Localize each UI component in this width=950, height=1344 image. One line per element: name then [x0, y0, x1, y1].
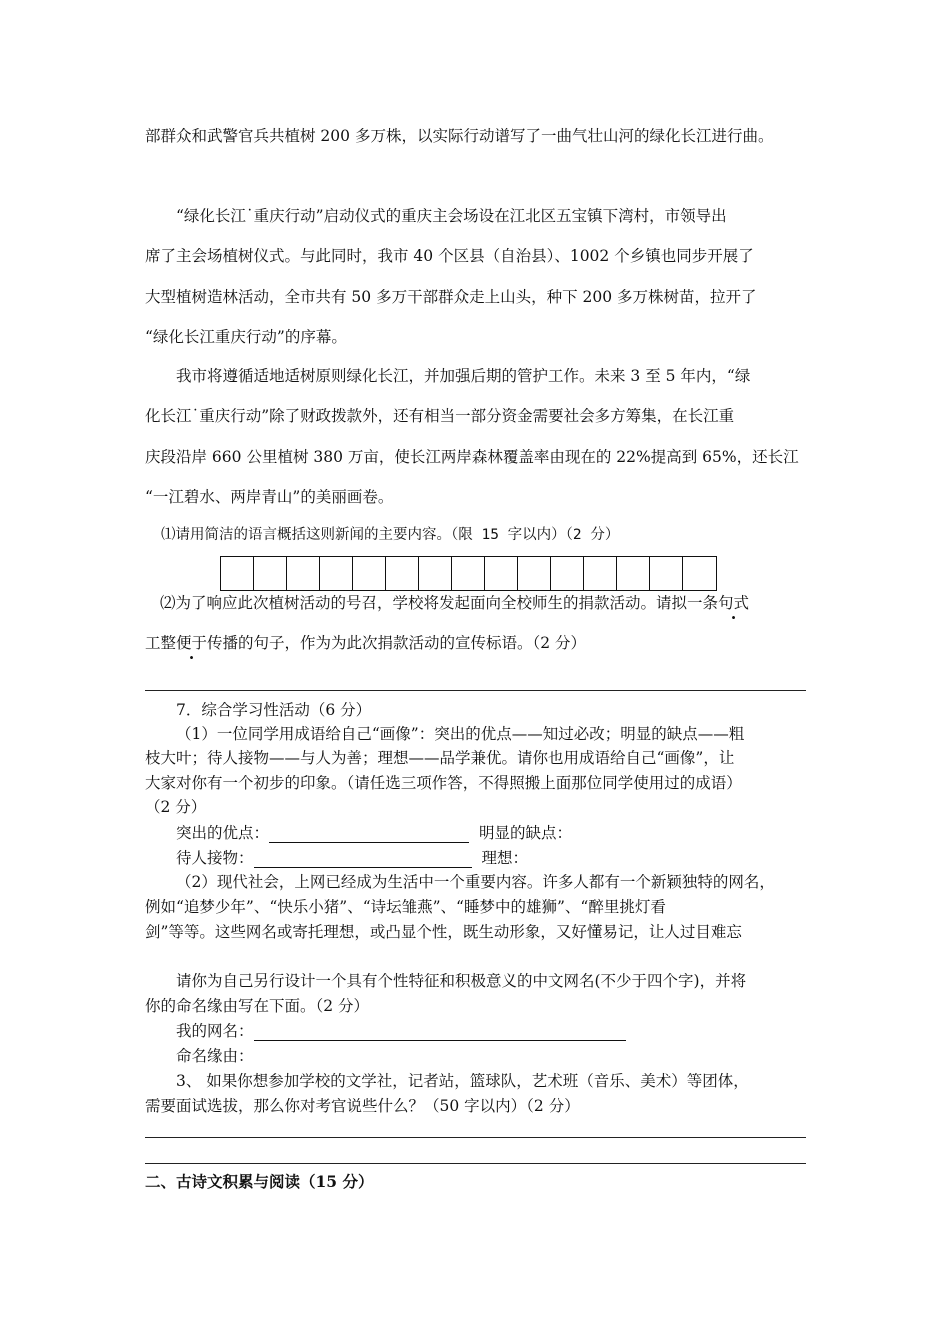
question-2-text: ⑵为了响应此次植树活动的号召，学校将发起面向全校师生的捐款活动。请拟一条 — [160, 594, 719, 612]
answer-line[interactable] — [145, 1163, 806, 1164]
news-p1-line4: “绿化长江重庆行动”的序幕。 — [145, 328, 347, 346]
answer-cell[interactable] — [518, 557, 551, 590]
answer-line[interactable] — [145, 1137, 806, 1138]
label-yuanyou: 命名缘由： — [176, 1047, 254, 1065]
s7-b-line4: 请你为自己另行设计一个具有个性特征和积极意义的中文网名(不少于四个字)，并将 — [176, 972, 747, 990]
s7-b-line2: 例如“追梦少年”、“快乐小猪”、“诗坛雏燕”、“睡梦中的雄狮”、“醉里挑灯看 — [145, 898, 666, 916]
answer-cell[interactable] — [485, 557, 518, 590]
wangming-blank[interactable] — [254, 1024, 626, 1041]
news-p1-line2: 席了主会场植树仪式。与此同时，我市 40 个区县（自治县）、1002 个乡镇也同步开展了 — [145, 247, 754, 265]
question-1: ⑴请用简洁的语言概括这则新闻的主要内容。（限 15 字以内）（2 分） — [161, 527, 620, 543]
answer-cell[interactable] — [683, 557, 716, 590]
answer-cell[interactable] — [221, 557, 254, 590]
s7-c-line1: 3、 如果你想参加学校的文学社，记者站，篮球队，艺术班（音乐、美术）等团体， — [176, 1072, 749, 1090]
field-wangming-row — [176, 1021, 626, 1041]
s7-b-line5: 你的命名缘由写在下面。（2 分） — [145, 997, 370, 1015]
label-youdian: 突出的优点： — [176, 824, 270, 842]
answer-grid[interactable] — [220, 556, 717, 591]
label-jiewu: 待人接物： — [176, 849, 254, 867]
answer-line[interactable] — [145, 690, 806, 691]
label-wangming: 我的网名： — [176, 1022, 254, 1040]
field-youdian-row — [176, 823, 572, 843]
emphasis-text: 句式 — [718, 594, 750, 612]
answer-cell[interactable] — [287, 557, 320, 590]
answer-cell[interactable] — [551, 557, 584, 590]
section-7-title: 7．综合学习性活动（6 分） — [176, 701, 372, 719]
answer-cell[interactable] — [584, 557, 617, 590]
answer-cell[interactable] — [254, 557, 287, 590]
s7-b-line3: 剑”等等。这些网名或寄托理想，或凸显个性，既生动形象，又好懂易记，让人过目难忘 — [145, 923, 742, 941]
s7-a-line1: （1）一位同学用成语给自己“画像”：突出的优点——知过必改；明显的缺点——粗 — [176, 725, 745, 743]
answer-cell[interactable] — [386, 557, 419, 590]
question-2-line1 — [160, 593, 749, 613]
s7-a-line3: 大家对你有一个初步的印象。（请任选三项作答，不得照搬上面那位同学使用过的成语） — [145, 774, 742, 792]
answer-cell[interactable] — [419, 557, 452, 590]
label-lixiang: 理想： — [481, 849, 529, 867]
news-p1-line1: “绿化长江˙重庆行动”启动仪式的重庆主会场设在江北区五宝镇下湾村，市领导出 — [176, 207, 727, 225]
answer-cell[interactable] — [452, 557, 485, 590]
news-paragraph-tail: 部群众和武警官兵共植树 200 多万株，以实际行动谱写了一曲气壮山河的绿化长江进行曲。 — [145, 127, 774, 145]
section-2-heading: 二、古诗文积累与阅读（15 分） — [145, 1172, 374, 1191]
question-2-line2 — [145, 633, 586, 653]
s7-a-line2: 枝大叶；待人接物——与人为善；理想——品学兼优。请你也用成语给自己“画像”，让 — [145, 749, 735, 767]
s7-b-line1: （2）现代社会，上网已经成为生活中一个重要内容。许多人都有一个新颖独特的网名， — [176, 873, 775, 891]
news-p2-line2: 化长江˙重庆行动”除了财政拨款外，还有相当一部分资金需要社会多方筹集，在长江重 — [145, 407, 735, 425]
label-quedian: 明显的缺点： — [479, 824, 573, 842]
answer-cell[interactable] — [320, 557, 353, 590]
emphasis-text: 工整便于传播 · — [145, 634, 238, 652]
answer-cell[interactable] — [353, 557, 386, 590]
news-p1-line3: 大型植树造林活动，全市共有 50 多万干部群众走上山头，种下 200 多万株树苗，拉开了 — [145, 288, 757, 306]
s7-c-line2: 需要面试选拔，那么你对考官说些什么？（50 字以内）（2 分） — [145, 1097, 580, 1115]
news-p2-line1: 我市将遵循适地适树原则绿化长江，并加强后期的管护工作。未来 3 至 5 年内，“绿 — [176, 367, 751, 385]
news-p2-line3: 庆段沿岸 660 公里植树 380 万亩，使长江两岸森林覆盖率由现在的 22%提高到 65%，还长江 — [145, 448, 799, 466]
s7-a-line4: （2 分） — [145, 798, 207, 816]
answer-cell[interactable] — [650, 557, 683, 590]
youdian-blank[interactable] — [269, 826, 469, 843]
answer-cell[interactable] — [617, 557, 650, 590]
jiewu-blank[interactable] — [254, 851, 472, 868]
question-2-text: 的句子，作为为此次捐款活动的宣传标语。（2 分） — [238, 634, 587, 652]
news-p2-line4: “一江碧水、两岸青山”的美丽画卷。 — [145, 488, 394, 506]
field-jiewu-row — [176, 848, 528, 868]
